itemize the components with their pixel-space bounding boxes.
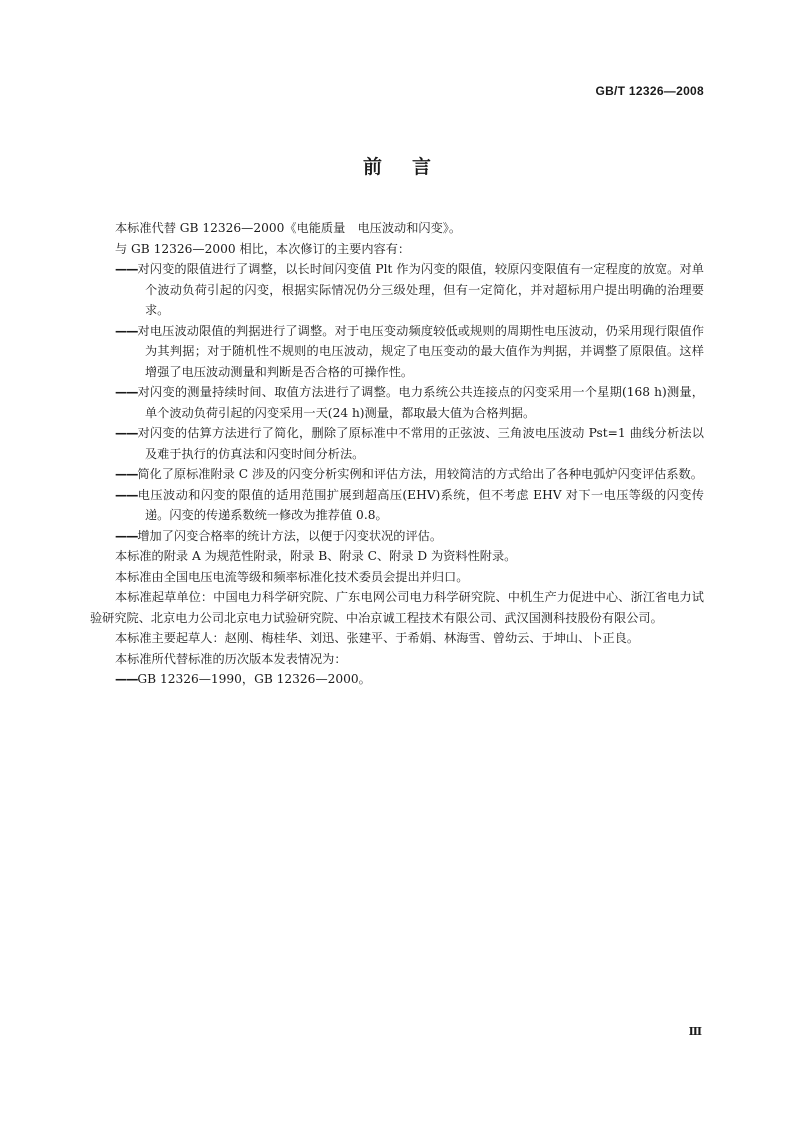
list-item-text: 增加了闪变合格率的统计方法，以便于闪变状况的评估。 bbox=[137, 528, 443, 543]
list-item bbox=[90, 485, 704, 526]
foreword-body bbox=[90, 218, 704, 690]
list-item-text: 对电压波动限值的判据进行了调整。对于电压变动频度较低或规则的周期性电压波动，仍采用现行限值作为其判据；对于随机性不规则的电压波动，规定了电压变动的最大值作为判据，并调整了原限值。这样增强了电压波动测量和判断是否合格的可操作性。 bbox=[137, 323, 704, 379]
paragraph: 本标准起草单位：中国电力科学研究院、广东电网公司电力科学研究院、中机生产力促进中心、浙江省电力试验研究院、北京电力公司北京电力试验研究院、中冶京诚工程技术有限公司、武汉国测科技股份有限公司。 bbox=[90, 590, 704, 625]
dash-bullet: —— bbox=[115, 467, 138, 481]
history-item-text: GB 12326—1990，GB 12326—2000。 bbox=[137, 672, 371, 686]
paragraph: 本标准由全国电压电流等级和频率标准化技术委员会提出并归口。 bbox=[115, 569, 469, 584]
list-item bbox=[90, 669, 704, 690]
list-item bbox=[90, 382, 704, 423]
list-item-text: 对闪变的限值进行了调整，以长时间闪变值 Plt 作为闪变的限值，较原闪变限值有一定程度的放宽。对单个波动负荷引起的闪变，根据实际情况仍分三级处理，但有一定简化，并对超标用户提出明确的治理要求。 bbox=[137, 262, 704, 317]
dash-bullet: —— bbox=[115, 426, 138, 440]
dash-bullet: —— bbox=[115, 487, 138, 502]
list-item-text: 电压波动和闪变的限值的适用范围扩展到超高压(EHV)系统，但不考虑 EHV 对下一电压等级的闪变传递。闪变的传递系数统一修改为推荐值 0.8。 bbox=[137, 487, 704, 522]
paragraph: 与 GB 12326—2000 相比，本次修订的主要内容有： bbox=[115, 241, 411, 256]
list-item bbox=[90, 464, 704, 485]
list-item bbox=[90, 259, 704, 321]
page-number: Ⅲ bbox=[688, 1025, 702, 1038]
paragraph: 本标准所代替标准的历次版本发表情况为： bbox=[115, 651, 347, 666]
list-item-text: 简化了原标准附录 C 涉及的闪变分析实例和评估方法，用较简洁的方式给出了各种电弧炉闪变评估系数。 bbox=[137, 467, 703, 481]
dash-bullet: —— bbox=[115, 672, 138, 686]
list-item bbox=[90, 321, 704, 383]
paragraph: 本标准主要起草人：赵刚、梅桂华、刘迅、张建平、于希娟、林海雪、曾幼云、于坤山、卜正良。 bbox=[115, 631, 640, 645]
paragraph: 本标准代替 GB 12326—2000《电能质量 电压波动和闪变》。 bbox=[115, 221, 462, 235]
dash-bullet: —— bbox=[115, 262, 138, 276]
dash-bullet: —— bbox=[115, 528, 138, 543]
list-item-text: 对闪变的估算方法进行了简化，删除了原标准中不常用的正弦波、三角波电压波动 Pst=1 曲线分析法以及难于执行的仿真法和闪变时间分析法。 bbox=[137, 426, 704, 461]
dash-bullet: —— bbox=[115, 385, 138, 399]
dash-bullet: —— bbox=[115, 323, 138, 338]
list-item bbox=[90, 423, 704, 464]
list-item-text: 对闪变的测量持续时间、取值方法进行了调整。电力系统公共连接点的闪变采用一个星期(168 h)测量，单个波动负荷引起的闪变采用一天(24 h)测量，都取最大值为合格判据。 bbox=[137, 385, 704, 420]
page-title: 前言 bbox=[362, 156, 461, 178]
list-item bbox=[90, 526, 704, 547]
standard-code: GB/T 12326—2008 bbox=[595, 84, 704, 98]
paragraph: 本标准的附录 A 为规范性附录，附录 B、附录 C、附录 D 为资料性附录。 bbox=[115, 549, 517, 563]
